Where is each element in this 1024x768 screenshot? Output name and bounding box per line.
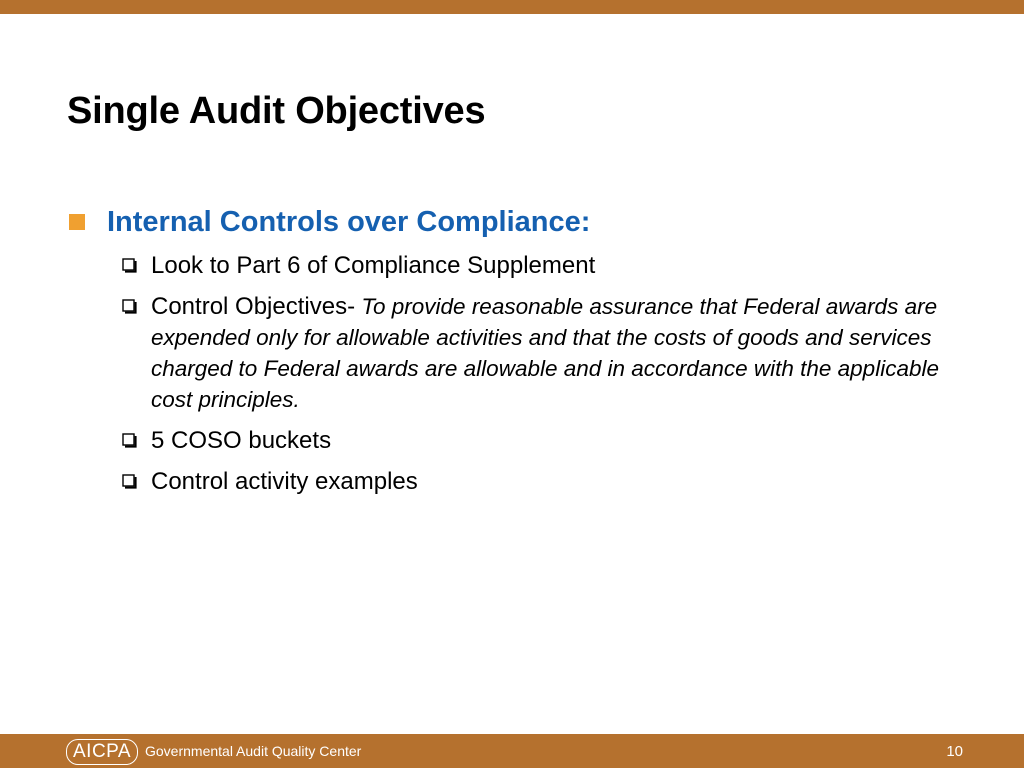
sub-bullet-text: 5 COSO buckets: [151, 427, 332, 454]
sub-bullet-text: Control activity examples: [151, 468, 418, 495]
bullet-heading: Internal Controls over Compliance:: [107, 206, 591, 238]
aicpa-logo: AICPA: [66, 739, 138, 765]
top-accent-bar: [0, 0, 1024, 14]
page-number: 10: [946, 743, 963, 760]
sub-bullet-item: [120, 425, 960, 456]
sub-bullet-text: Control Objectives-: [151, 293, 356, 320]
footer-bar: [0, 734, 1024, 768]
footer-org-name: Governmental Audit Quality Center: [145, 743, 362, 759]
slide-title: Single Audit Objectives: [67, 90, 486, 132]
square-bullet-icon: [69, 214, 85, 230]
checkbox-icon: [122, 474, 137, 489]
checkbox-icon: [122, 299, 137, 314]
sub-bullet-list: [120, 250, 960, 507]
checkbox-icon: [122, 258, 137, 273]
checkbox-icon: [122, 433, 137, 448]
sub-bullet-text: Look to Part 6 of Compliance Supplement: [151, 252, 596, 279]
sub-bullet-item: [120, 291, 960, 415]
control-objective-definition: To provide reasonable assurance that Federal awards are expended only for allowable activities and that the costs of goods and services charged to Federal awards are allowable and in accordance with the applicable cost principles.: [151, 294, 939, 412]
bullet-internal-controls: [69, 204, 969, 240]
sub-bullet-item: [120, 250, 960, 281]
sub-bullet-item: [120, 466, 960, 497]
